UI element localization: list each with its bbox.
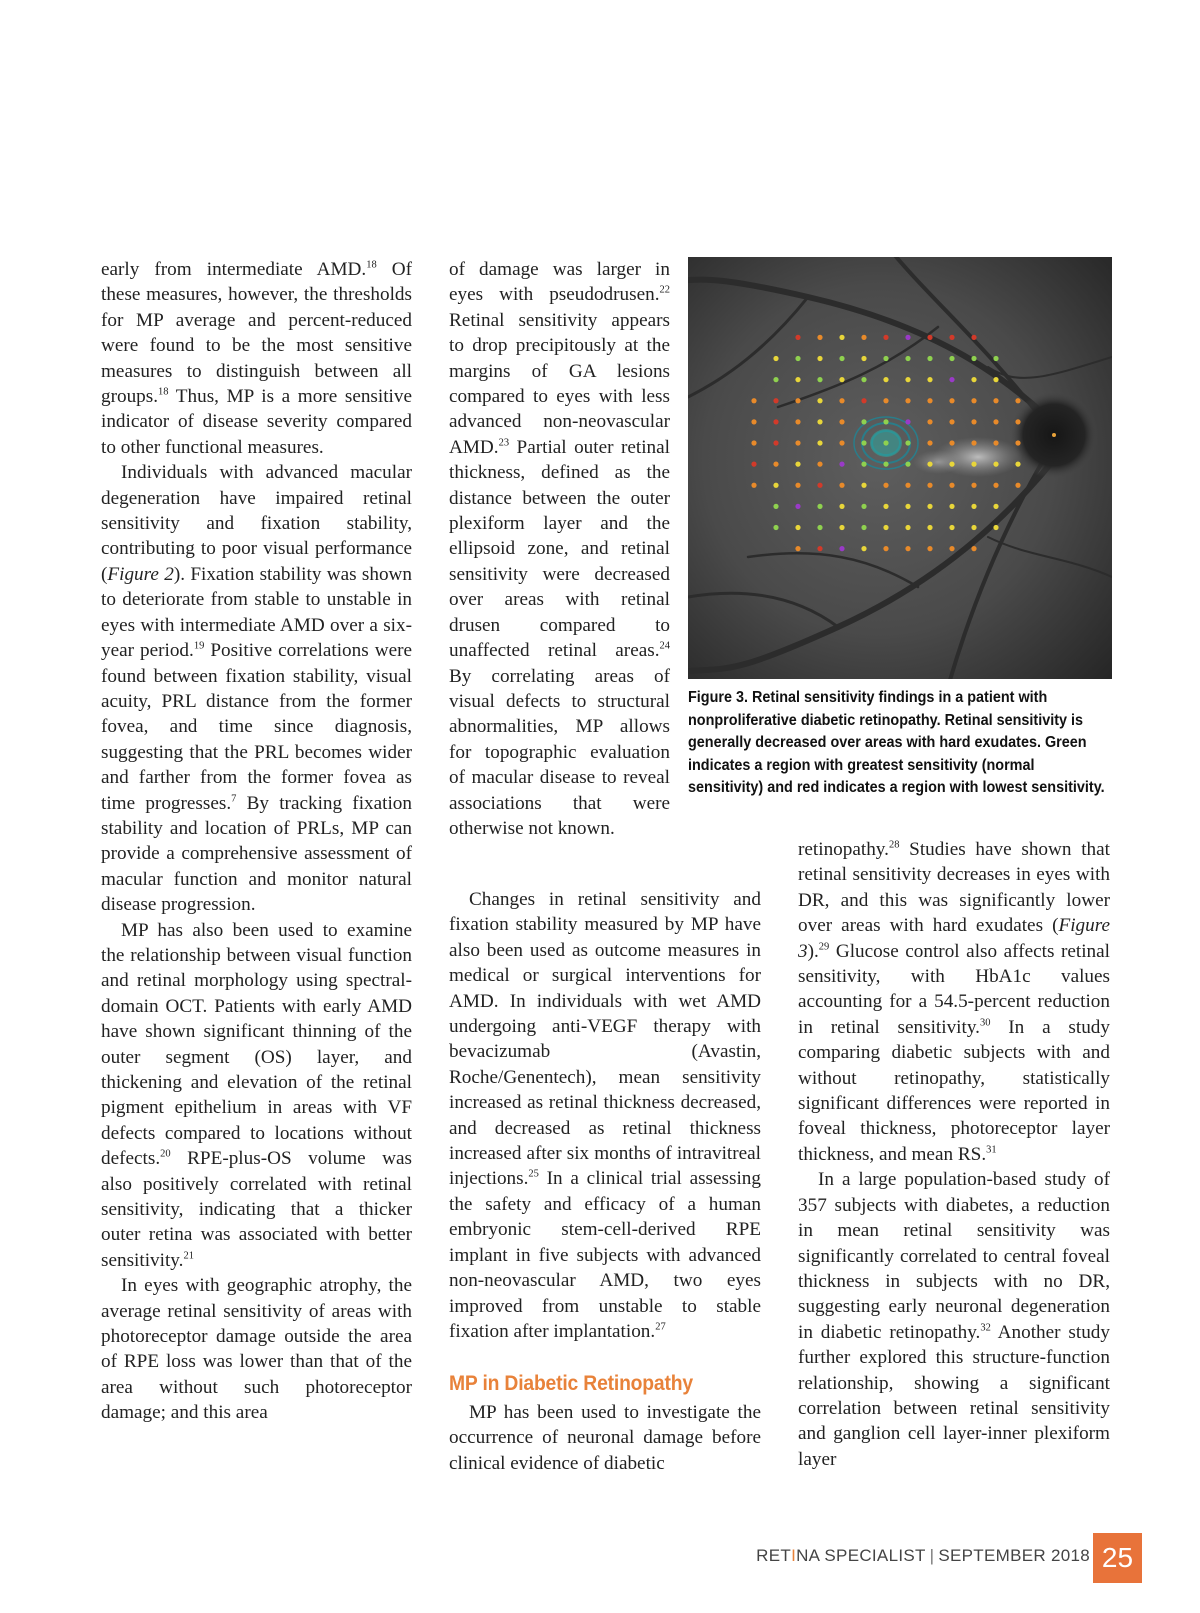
- stimulus-point: [993, 504, 998, 509]
- stimulus-point: [927, 504, 932, 509]
- stimulus-point: [795, 546, 800, 551]
- stimulus-point: [883, 462, 888, 467]
- reference: 25: [528, 1169, 539, 1181]
- disc-marker: [1052, 433, 1056, 437]
- stimulus-point: [861, 504, 866, 509]
- text: Partial outer retinal thickness, defined as the distance between the outer plexiform layer and the ellipsoid zone, and retinal sensitivity were decreased over areas with retinal drusen compared to unaffected retinal areas.: [449, 436, 670, 662]
- stimulus-point: [949, 356, 954, 361]
- separator: |: [929, 1546, 935, 1565]
- section-heading: MP in Diabetic Retinopathy: [449, 1372, 693, 1396]
- stimulus-point: [795, 398, 800, 403]
- stimulus-point: [795, 356, 800, 361]
- stimulus-point: [817, 335, 822, 340]
- text: In a study comparing diabetic subjects with and without retinopathy, statistically significant differences were reported in foveal thickness, photoreceptor layer thickness, and mean RS.: [798, 1016, 1110, 1165]
- text-column-2-lower: [449, 887, 761, 1476]
- reference: 22: [659, 285, 670, 297]
- text: early from intermediate AMD.: [101, 259, 367, 280]
- text: of damage was larger in eyes with pseudodrusen.: [449, 259, 670, 306]
- stimulus-point: [795, 483, 800, 488]
- stimulus-point: [839, 546, 844, 551]
- paragraph: [798, 837, 1110, 1167]
- stimulus-point: [861, 483, 866, 488]
- stimulus-point: [861, 398, 866, 403]
- stimulus-point: [949, 546, 954, 551]
- stimulus-point: [773, 356, 778, 361]
- stimulus-point: [1015, 483, 1020, 488]
- paragraph: [101, 918, 412, 1274]
- reference: 24: [659, 640, 670, 652]
- paragraph: In eyes with geographic atrophy, the average retinal sensitivity of areas with photoreceptor damage outside the area of RPE loss was lower than that of the area without such photoreceptor damage; and this area: [101, 1275, 412, 1424]
- stimulus-point: [773, 440, 778, 445]
- paragraph: [798, 1167, 1110, 1472]
- stimulus-point: [993, 377, 998, 382]
- stimulus-point: [927, 419, 932, 424]
- stimulus-point: [773, 398, 778, 403]
- stimulus-point: [993, 483, 998, 488]
- stimulus-point: [883, 504, 888, 509]
- stimulus-point: [971, 377, 976, 382]
- reference: 27: [655, 1321, 666, 1333]
- text-column-2: [449, 257, 670, 841]
- stimulus-point: [905, 377, 910, 382]
- stimulus-point: [883, 356, 888, 361]
- text: ).: [807, 940, 819, 962]
- stimulus-point: [949, 335, 954, 340]
- stimulus-point: [751, 398, 756, 403]
- stimulus-point: [905, 483, 910, 488]
- text: Individuals with advanced macular degeneration have impaired retinal sensitivity and fixation stability, contributing to poor visual performance (: [101, 462, 412, 585]
- text: Another study further explored this structure-function relationship, showing a significant correlation between retinal sensitivity and ganglion cell layer-inner plexiform layer: [798, 1321, 1110, 1470]
- stimulus-point: [883, 525, 888, 530]
- text: ). Fixation stability was shown to deteriorate from stable to unstable in eyes with intermediate AMD over a six-year period.: [101, 563, 412, 662]
- stimulus-point: [949, 377, 954, 382]
- stimulus-point: [949, 440, 954, 445]
- text: Retinal sensitivity appears to drop precipitously at the margins of GA lesions compared to eyes with less advanced non-neovascular AMD.: [449, 309, 670, 458]
- stimulus-point: [905, 504, 910, 509]
- stimulus-point: [927, 377, 932, 382]
- stimulus-point: [861, 525, 866, 530]
- stimulus-point: [949, 525, 954, 530]
- reference: 28: [888, 839, 900, 851]
- stimulus-point: [817, 440, 822, 445]
- stimulus-point: [883, 398, 888, 403]
- paragraph: [449, 887, 761, 1344]
- reference: 29: [818, 941, 830, 953]
- stimulus-point: [817, 356, 822, 361]
- stimulus-point: [817, 419, 822, 424]
- stimulus-point: [817, 525, 822, 530]
- journal-name: RET: [756, 1546, 792, 1565]
- stimulus-point: [817, 462, 822, 467]
- stimulus-point: [839, 398, 844, 403]
- stimulus-point: [839, 356, 844, 361]
- stimulus-point: [993, 440, 998, 445]
- stimulus-point: [993, 525, 998, 530]
- figure-reference: Figure 3: [798, 915, 1110, 962]
- stimulus-point: [1015, 419, 1020, 424]
- stimulus-point: [795, 335, 800, 340]
- stimulus-point: [993, 462, 998, 467]
- stimulus-point: [861, 377, 866, 382]
- stimulus-point: [861, 335, 866, 340]
- stimulus-point: [817, 504, 822, 509]
- stimulus-point: [971, 356, 976, 361]
- text: Changes in retinal sensitivity and fixation stability measured by MP have also been used as outcome measures in medical or surgical interventions for AMD. In individuals with wet AMD undergoing anti-VEGF therapy with bevacizumab (Avastin, Roche/Genentech), mean sensitivity increased as retinal thickness decreased, and decreased as retinal thickness increased after six months of intravitreal injections.: [449, 889, 761, 1190]
- stimulus-point: [1015, 398, 1020, 403]
- journal-date: [756, 1546, 1090, 1566]
- stimulus-point: [993, 356, 998, 361]
- reference: 20: [160, 1148, 171, 1160]
- reference: 19: [193, 640, 205, 652]
- text: By tracking fixation stability and location of PRLs, MP can provide a comprehensive assessment of macular function and monitor natural disease progression.: [101, 792, 412, 916]
- page-number: 25: [1093, 1533, 1142, 1583]
- stimulus-point: [795, 377, 800, 382]
- stimulus-point: [949, 504, 954, 509]
- stimulus-point: [773, 483, 778, 488]
- stimulus-point: [795, 504, 800, 509]
- stimulus-point: [971, 440, 976, 445]
- stimulus-point: [795, 462, 800, 467]
- stimulus-point: [839, 377, 844, 382]
- text-column-1: [101, 257, 412, 1426]
- stimulus-point: [817, 483, 822, 488]
- paragraph: [101, 257, 412, 460]
- stimulus-point: [971, 335, 976, 340]
- stimulus-point: [993, 398, 998, 403]
- stimulus-point: [773, 419, 778, 424]
- text: Of these measures, however, the thresholds for MP average and percent-reduced were found to be the most sensitive measures to distinguish between all groups.: [101, 259, 413, 408]
- stimulus-point: [927, 440, 932, 445]
- stimulus-point: [1015, 440, 1020, 445]
- stimulus-point: [905, 398, 910, 403]
- stimulus-point: [773, 504, 778, 509]
- stimulus-point: [905, 440, 910, 445]
- reference: 32: [980, 1322, 991, 1334]
- paragraph: [449, 257, 670, 841]
- reference: 31: [986, 1144, 997, 1156]
- stimulus-point: [927, 546, 932, 551]
- stimulus-point: [839, 504, 844, 509]
- fundus-microperimetry-image: [688, 257, 1112, 679]
- paragraph: MP has been used to investigate the occurrence of neuronal damage before clinical evidence of diabetic: [449, 1401, 761, 1474]
- stimulus-point: [751, 440, 756, 445]
- text: Glucose control also affects retinal sensitivity, with HbA1c values accounting for a 54.5-percent reduction in retinal sensitivity.: [798, 940, 1110, 1038]
- stimulus-point: [971, 398, 976, 403]
- stimulus-point: [795, 419, 800, 424]
- stimulus-point: [927, 525, 932, 530]
- stimulus-point: [971, 462, 976, 467]
- reference: 23: [498, 437, 510, 449]
- reference: 30: [979, 1017, 991, 1029]
- text: MP has also been used to examine the relationship between visual function and retinal morphology using spectral-domain OCT. Patients with early AMD have shown significant thinning of the outer segment (OS) layer, and thickening and elevation of the retinal pigment epithelium in areas with VF defects compared to locations without defects.: [101, 919, 412, 1170]
- reference: 18: [158, 386, 169, 398]
- text: By correlating areas of visual defects to structural abnormalities, MP allows for topographic evaluation of macular disease to reveal associations that were otherwise not known.: [449, 665, 670, 839]
- stimulus-point: [751, 483, 756, 488]
- stimulus-point: [883, 546, 888, 551]
- stimulus-point: [971, 483, 976, 488]
- stimulus-point: [905, 419, 910, 424]
- stimulus-point: [861, 546, 866, 551]
- reference: 18: [366, 259, 377, 271]
- stimulus-point: [795, 440, 800, 445]
- stimulus-point: [817, 398, 822, 403]
- journal-name-accent: I: [791, 1546, 797, 1565]
- stimulus-point: [861, 440, 866, 445]
- figure-caption: Figure 3. Retinal sensitivity findings in a patient with nonproliferative diabetic retinopathy. Retinal sensitivity is generally decreased over areas with hard exudates. Green indicates a region with greatest sensitivity (normal sensitivity) and red indicates a region with lowest sensitivity.: [688, 689, 1105, 797]
- stimulus-point: [883, 440, 888, 445]
- stimulus-point: [927, 462, 932, 467]
- stimulus-point: [993, 419, 998, 424]
- text: RPE-plus-OS volume was also positively correlated with retinal sensitivity, indicating that a thicker outer retina was associated with better sensitivity.: [101, 1148, 412, 1271]
- text: Positive correlations were found between fixation stability, visual acuity, PRL distance from the former fovea, and time since diagnosis, suggesting that the PRL becomes wider and farther from the former fovea as time progresses.: [101, 640, 412, 814]
- paragraph: [101, 460, 412, 917]
- stimulus-point: [817, 377, 822, 382]
- stimulus-point: [795, 525, 800, 530]
- stimulus-point: [817, 546, 822, 551]
- fundus-image-svg: [688, 257, 1112, 679]
- stimulus-point: [773, 377, 778, 382]
- stimulus-point: [905, 525, 910, 530]
- figure-reference: Figure 2: [107, 563, 174, 585]
- stimulus-point: [971, 504, 976, 509]
- stimulus-point: [839, 419, 844, 424]
- text-column-3: [798, 837, 1110, 1472]
- stimulus-point: [861, 462, 866, 467]
- stimulus-point: [927, 398, 932, 403]
- stimulus-point: [949, 419, 954, 424]
- stimulus-point: [971, 525, 976, 530]
- stimulus-point: [905, 356, 910, 361]
- stimulus-point: [839, 335, 844, 340]
- stimulus-point: [1015, 462, 1020, 467]
- stimulus-point: [861, 419, 866, 424]
- text: Studies have shown that retinal sensitivity decreases in eyes with DR, and this was significantly lower over areas with hard exudates (: [798, 839, 1110, 937]
- stimulus-point: [883, 419, 888, 424]
- stimulus-point: [773, 462, 778, 467]
- stimulus-point: [883, 377, 888, 382]
- stimulus-point: [905, 335, 910, 340]
- stimulus-point: [751, 462, 756, 467]
- stimulus-point: [773, 525, 778, 530]
- text: retinopathy.: [798, 839, 889, 860]
- stimulus-point: [905, 546, 910, 551]
- stimulus-point: [905, 462, 910, 467]
- hard-exudates: [913, 450, 963, 474]
- stimulus-point: [839, 483, 844, 488]
- stimulus-point: [883, 335, 888, 340]
- stimulus-point: [971, 546, 976, 551]
- journal-name: NA SPECIALIST: [796, 1546, 926, 1565]
- stimulus-point: [949, 483, 954, 488]
- stimulus-point: [839, 440, 844, 445]
- text: In a clinical trial assessing the safety and efficacy of a human embryonic stem-cell-derived RPE implant in five subjects with advanced non-neovascular AMD, two eyes improved from unstable to stable fixation after implantation.: [449, 1168, 761, 1342]
- text: In a large population-based study of 357 subjects with diabetes, a reduction in mean retinal sensitivity was significantly correlated to central foveal thickness in subjects with no DR, suggesting early neuronal degeneration in diabetic retinopathy.: [798, 1169, 1110, 1343]
- text: Thus, MP is a more sensitive indicator of disease severity compared to other functional measures.: [101, 386, 412, 458]
- running-footer: [700, 1533, 1090, 1575]
- stimulus-point: [927, 483, 932, 488]
- stimulus-point: [861, 356, 866, 361]
- issue-date: SEPTEMBER 2018: [938, 1546, 1090, 1565]
- stimulus-point: [949, 462, 954, 467]
- reference: 21: [183, 1250, 194, 1262]
- stimulus-point: [971, 419, 976, 424]
- stimulus-point: [883, 483, 888, 488]
- stimulus-point: [927, 356, 932, 361]
- stimulus-point: [949, 398, 954, 403]
- reference: 7: [231, 793, 237, 805]
- stimulus-point: [927, 335, 932, 340]
- stimulus-point: [751, 419, 756, 424]
- stimulus-point: [839, 525, 844, 530]
- stimulus-point: [839, 462, 844, 467]
